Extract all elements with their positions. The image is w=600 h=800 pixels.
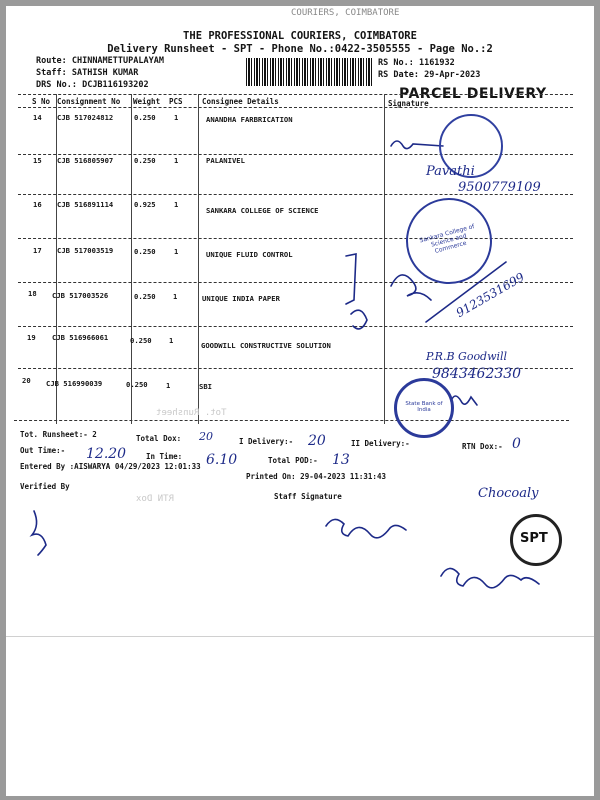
row-consignee: GOODWILL CONSTRUCTIVE SOLUTION <box>201 341 331 350</box>
handwriting-layer <box>6 6 594 796</box>
out-time-label: Out Time:- <box>20 446 66 455</box>
handwritten-name: Pavathi <box>426 164 475 179</box>
handwritten-phone: 9500779109 <box>458 180 541 195</box>
staff-line: Staff: SATHISH KUMAR <box>36 68 139 78</box>
runsheet-subtitle: Delivery Runsheet - SPT - Phone No.:0422-3505555 - Page No.:2 <box>107 43 493 55</box>
rtn-dox-label: RTN Dox:- <box>462 442 503 451</box>
drs-line: DRS No.: DCJB116193202 <box>36 80 149 90</box>
col-signature: Signature <box>388 99 429 108</box>
verified-by-label: Verified By <box>20 482 70 491</box>
col-consignment: Consignment No <box>57 97 121 106</box>
row-weight: 0.250 <box>134 113 156 122</box>
row-consignee: UNIQUE INDIA PAPER <box>202 294 280 303</box>
company-title: THE PROFESSIONAL COURIERS, COIMBATORE <box>183 30 417 42</box>
row-weight: 0.250 <box>130 336 152 345</box>
row-sno: 18 <box>28 289 37 298</box>
row-consignment: CJB 517003526 <box>52 291 109 300</box>
spt-stamp: SPT <box>510 514 562 566</box>
handwritten-phone: 9123531699 <box>453 269 527 321</box>
row-sno: 16 <box>33 200 42 209</box>
faint-top-header: COURIERS, COIMBATORE <box>291 8 400 18</box>
row-weight: 0.250 <box>134 292 156 301</box>
row-consignee: UNIQUE FLUID CONTROL <box>206 250 293 259</box>
row-pcs: 1 <box>174 247 179 256</box>
bleed-through-text: RTN Dox <box>136 494 174 504</box>
row-consignee: ANANDHA FARBRICATION <box>206 115 293 124</box>
row-consignment: CJB 516805907 <box>57 156 114 165</box>
row-pcs: 1 <box>173 292 178 301</box>
row-weight: 0.925 <box>134 200 156 209</box>
col-weight: Weight <box>133 97 161 106</box>
row-sno: 19 <box>27 333 36 342</box>
drs-value: DCJB116193202 <box>82 80 149 90</box>
staff-value: SATHISH KUMAR <box>71 68 139 78</box>
row-consignment: CJB 516891114 <box>57 200 114 209</box>
row-weight: 0.250 <box>134 247 156 256</box>
col-pcs: PCS <box>169 97 183 106</box>
row-consignment: CJB 516966061 <box>52 333 109 342</box>
in-time-value: 6.10 <box>206 452 238 468</box>
checker-signature: Chocoaly <box>478 486 539 501</box>
route-line: Route: CHINNAMETTUPALAYAM <box>36 56 164 66</box>
row-consignee: SBI <box>199 382 212 391</box>
handwritten-name: P.R.B Goodwill <box>426 350 508 363</box>
parcel-delivery-stamp: PARCEL DELIVERY <box>399 86 547 102</box>
total-dox-label: Total Dox: <box>136 434 182 443</box>
row-sno: 14 <box>33 113 42 122</box>
row-sno: 20 <box>22 376 31 385</box>
row-consignment: CJB 516990039 <box>46 379 103 388</box>
route-value: CHINNAMETTUPALAYAM <box>71 56 164 66</box>
row-pcs: 1 <box>174 113 179 122</box>
tot-runsheet: Tot. Runsheet:- 2 <box>20 430 97 439</box>
entered-by: Entered By :AISWARYA 04/29/2023 12:01:33 <box>20 462 201 471</box>
printed-on: Printed On: 29-04-2023 11:31:43 <box>246 472 386 481</box>
handwritten-phone: 9843462330 <box>432 366 522 382</box>
runsheet-page <box>6 6 594 796</box>
total-pod-label: Total POD:- <box>268 456 318 465</box>
row-consignment: CJB 517024812 <box>57 113 114 122</box>
rs-date-line: RS Date: 29-Apr-2023 <box>378 70 481 80</box>
sbi-stamp: State Bank of India <box>394 378 454 438</box>
row-weight: 0.250 <box>126 380 148 389</box>
row-pcs: 1 <box>174 156 179 165</box>
row-weight: 0.250 <box>134 156 156 165</box>
bleed-through-text: Tot. Runsheet <box>156 408 227 418</box>
row-consignee: SANKARA COLLEGE OF SCIENCE <box>206 206 319 215</box>
row-pcs: 1 <box>174 200 179 209</box>
staff-signature-label: Staff Signature <box>274 492 342 501</box>
in-time-label: In Time: <box>146 452 183 461</box>
out-time-value: 12.20 <box>86 446 127 462</box>
i-delivery-value: 20 <box>308 433 326 449</box>
row-sno: 15 <box>33 156 42 165</box>
rtn-dox-value: 0 <box>512 436 521 452</box>
i-delivery-label: I Delivery:- <box>239 437 294 446</box>
row-sno: 17 <box>33 246 42 255</box>
college-stamp: Sankara College of Science and Commerce <box>396 188 501 293</box>
row-consignee: PALANIVEL <box>206 156 245 165</box>
signature-scribble <box>391 141 443 149</box>
ii-delivery-label: II Delivery:- <box>351 439 410 448</box>
col-consignee: Consignee Details <box>202 97 279 106</box>
total-dox-value: 20 <box>199 430 213 443</box>
row-pcs: 1 <box>166 381 171 390</box>
rs-no-line: RS No.: 1161932 <box>378 58 455 68</box>
col-sno: S No <box>32 97 51 106</box>
row-consignment: CJB 517003519 <box>57 246 114 255</box>
fold-line <box>6 636 594 637</box>
total-pod-value: 13 <box>332 452 350 468</box>
row-pcs: 1 <box>169 336 174 345</box>
